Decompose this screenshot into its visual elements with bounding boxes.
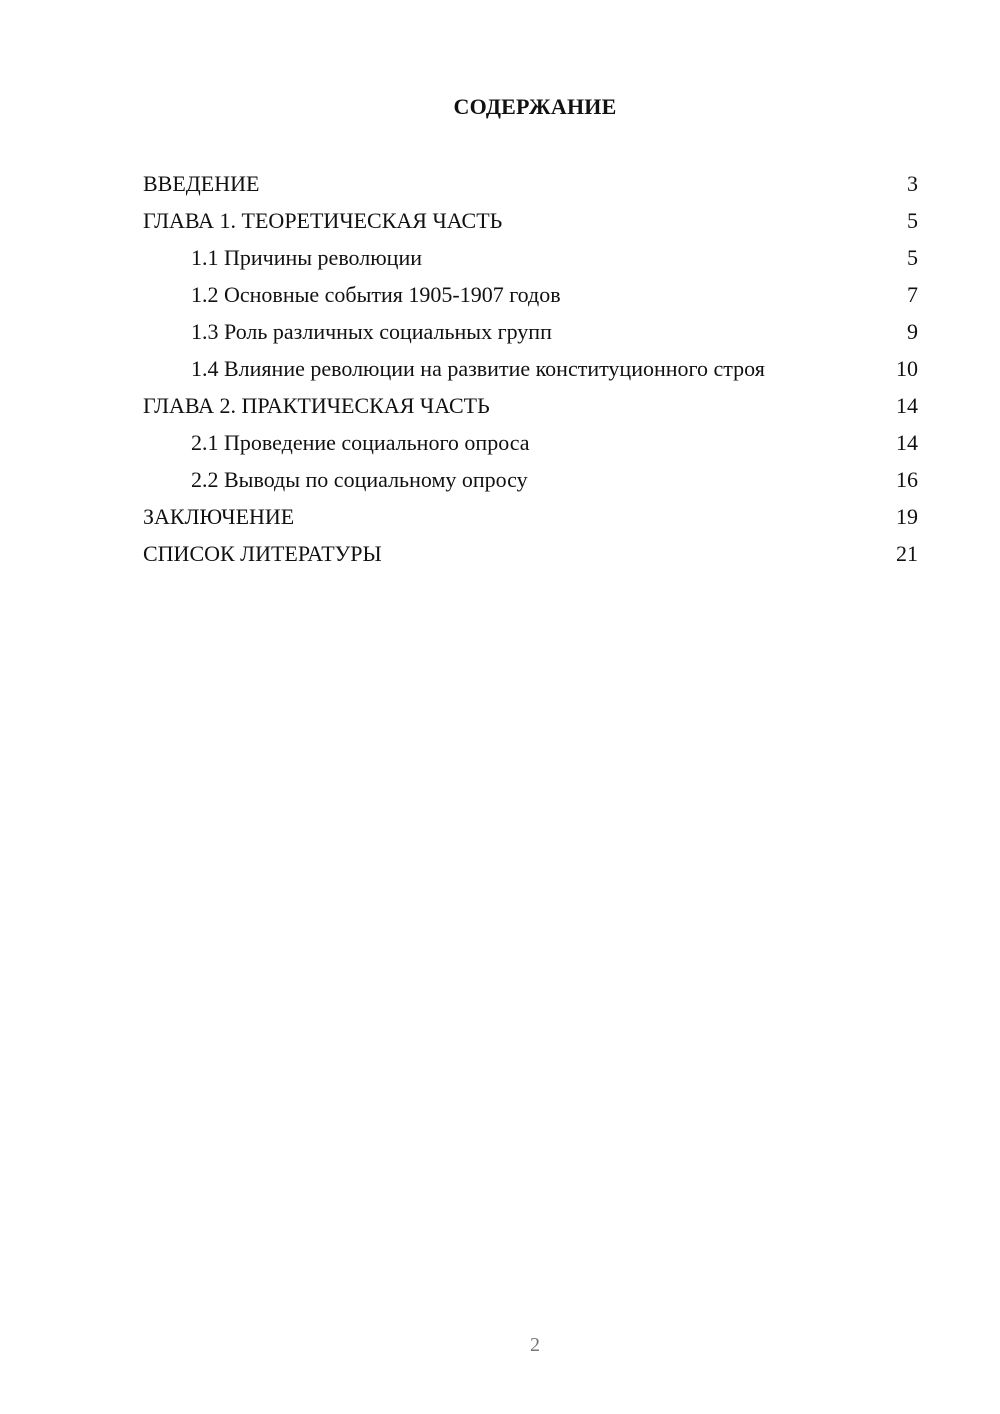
toc-entry-label: 1.3 Роль различных социальных групп — [191, 319, 552, 344]
toc-entry-section-1-1[interactable] — [143, 244, 918, 271]
toc-entry-label: 2.1 Проведение социального опроса — [191, 430, 530, 455]
toc-entry-label: 1.2 Основные события 1905-1907 годов — [191, 282, 561, 307]
toc-entry-label: 2.2 Выводы по социальному опросу — [191, 467, 528, 492]
toc-entry-chapter-2[interactable] — [143, 392, 918, 419]
toc-entry-section-2-2[interactable] — [143, 466, 918, 493]
table-of-contents — [143, 170, 918, 577]
toc-entry-label: ГЛАВА 2. ПРАКТИЧЕСКАЯ ЧАСТЬ — [143, 393, 490, 418]
toc-entry-page: 19 — [896, 504, 918, 529]
toc-entry-label: 1.4 Влияние революции на развитие конституционного строя — [191, 356, 765, 381]
toc-entry-label: ЗАКЛЮЧЕНИЕ — [143, 504, 295, 529]
toc-entry-section-1-2[interactable] — [143, 281, 918, 308]
page-number: 2 — [530, 1334, 540, 1356]
toc-entry-page: 16 — [896, 467, 918, 492]
toc-entry-section-1-3[interactable] — [143, 318, 918, 345]
toc-entry-page: 21 — [896, 541, 918, 566]
toc-entry-page: 5 — [907, 208, 918, 233]
toc-entry-label: СПИСОК ЛИТЕРАТУРЫ — [143, 541, 382, 566]
toc-entry-label: ГЛАВА 1. ТЕОРЕТИЧЕСКАЯ ЧАСТЬ — [143, 208, 503, 233]
toc-entry-page: 10 — [896, 356, 918, 381]
toc-entry-page: 14 — [896, 430, 918, 455]
toc-entry-page: 14 — [896, 393, 918, 418]
toc-entry-section-2-1[interactable] — [143, 429, 918, 456]
toc-entry-label: ВВЕДЕНИЕ — [143, 171, 260, 196]
toc-entry-page: 5 — [907, 245, 918, 270]
toc-entry-page: 3 — [907, 171, 918, 196]
toc-entry-conclusion[interactable] — [143, 503, 918, 530]
toc-entry-page: 7 — [907, 282, 918, 307]
toc-entry-references[interactable] — [143, 540, 918, 567]
toc-entry-label: 1.1 Причины революции — [191, 245, 422, 270]
toc-entry-page: 9 — [907, 319, 918, 344]
toc-entry-chapter-1[interactable] — [143, 207, 918, 234]
toc-entry-section-1-4[interactable] — [143, 355, 918, 382]
toc-entry-introduction[interactable] — [143, 170, 918, 197]
toc-title: СОДЕРЖАНИЕ — [453, 94, 617, 119]
